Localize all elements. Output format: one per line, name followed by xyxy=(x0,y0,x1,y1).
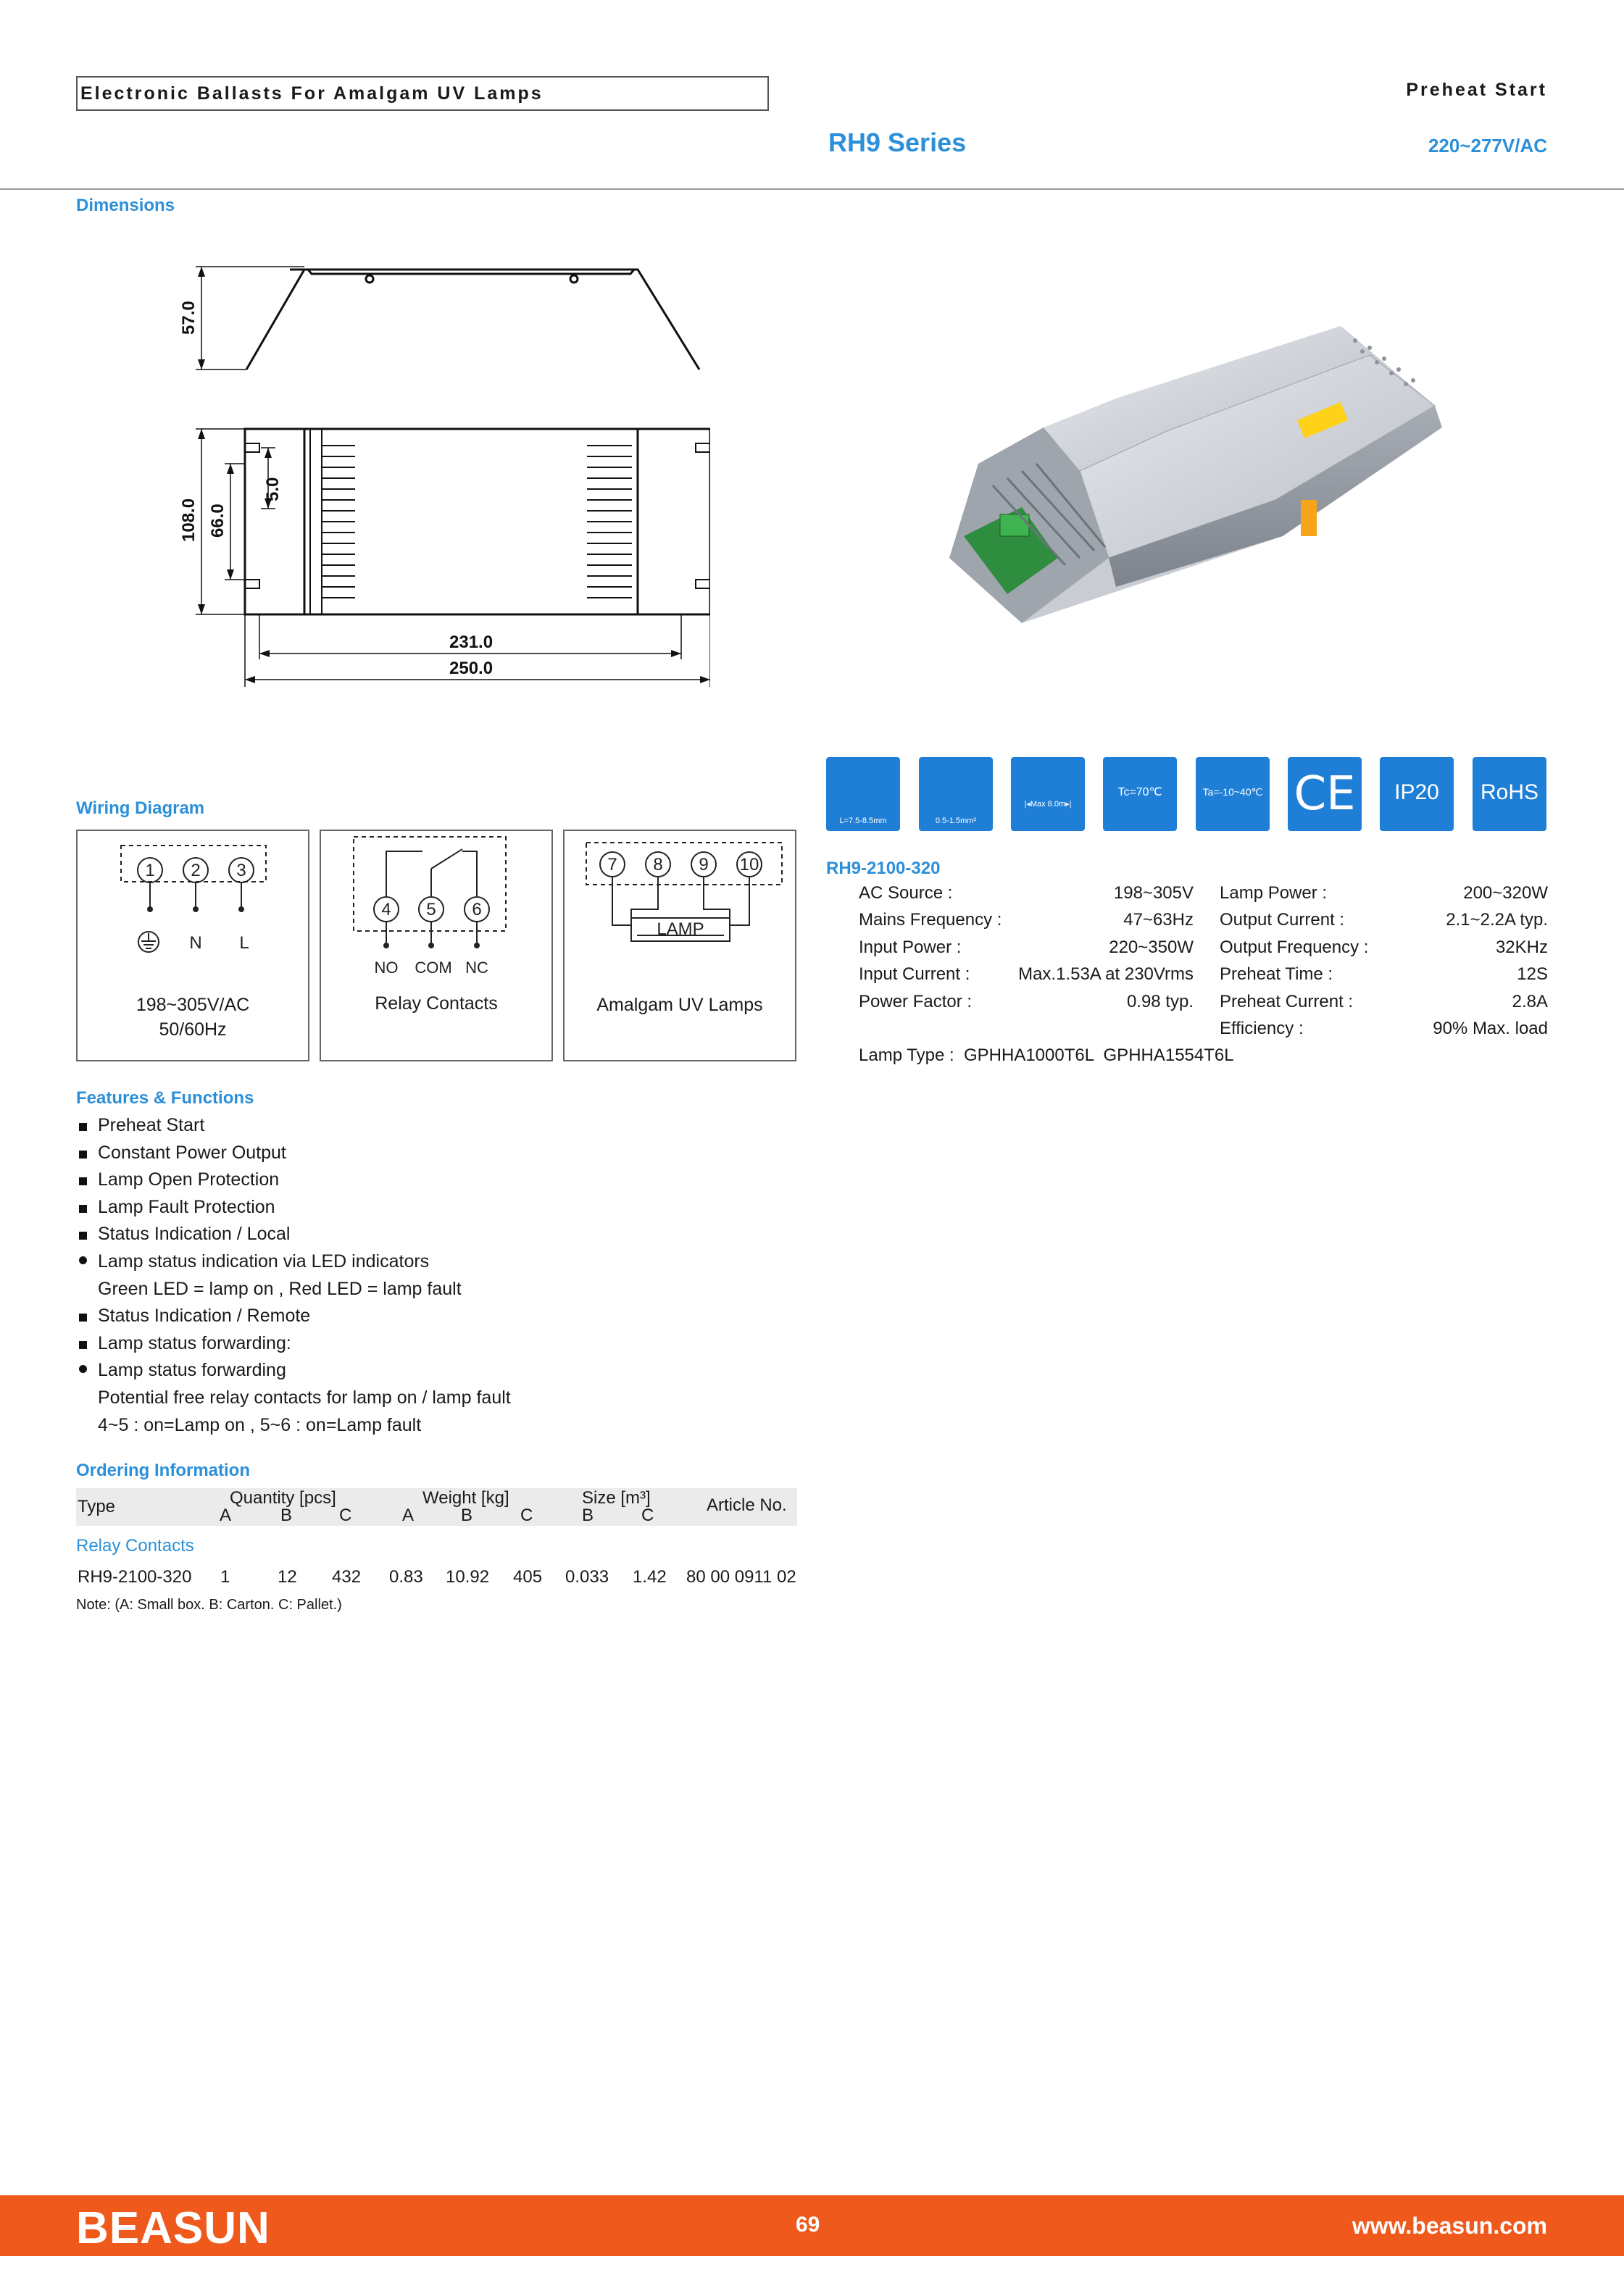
col-qty-c: C xyxy=(339,1506,352,1525)
website-link[interactable]: www.beasun.com xyxy=(1352,2213,1547,2239)
spec-value: 90% Max. load xyxy=(1433,1019,1548,1039)
spec-key: Output Frequency : xyxy=(1220,937,1369,957)
ground-icon xyxy=(138,932,159,952)
spec-value: 198~305V xyxy=(1113,882,1194,903)
spec-value: Max.1.53A at 230Vrms xyxy=(1018,964,1194,985)
label-n: N xyxy=(189,933,202,953)
spec-row xyxy=(1220,961,1548,989)
list-item: Lamp Open Protection xyxy=(76,1166,511,1194)
cell-article: 80 00 0911 02 xyxy=(686,1567,796,1587)
spec-value: 47~63Hz xyxy=(1123,910,1194,930)
col-size: Size [m³] xyxy=(582,1488,651,1508)
spec-key: Preheat Time : xyxy=(1220,964,1333,985)
spec-row xyxy=(1220,1016,1548,1043)
cell-qty-c: 432 xyxy=(332,1567,362,1587)
dim-slot: 5.0 xyxy=(263,477,283,501)
spec-value: 32KHz xyxy=(1495,937,1548,957)
col-quantity: Quantity [pcs] xyxy=(230,1488,336,1508)
ordering-group: Relay Contacts xyxy=(76,1536,194,1556)
col-weight-b: B xyxy=(461,1506,473,1525)
list-item: Green LED = lamp on , Red LED = lamp fault xyxy=(98,1278,462,1299)
ambient-temp-icon: Ta=-10~40℃ xyxy=(1196,757,1270,831)
cell-size-c: 1.42 xyxy=(633,1567,667,1587)
terminal-1: 1 xyxy=(145,861,155,880)
label-l: L xyxy=(239,933,249,953)
spec-row xyxy=(1220,880,1548,907)
terminal-10: 10 xyxy=(739,855,759,874)
list-item: Potential free relay contacts for lamp on / lamp fault xyxy=(98,1387,511,1408)
terminal-3: 3 xyxy=(236,861,246,880)
col-weight: Weight [kg] xyxy=(422,1488,509,1508)
lamp-type: Lamp Type : GPHHA1000T6L GPHHA1554T6L xyxy=(859,1045,1234,1065)
table-row xyxy=(76,1567,797,1589)
spec-value: 200~320W xyxy=(1463,882,1548,903)
list-item: Constant Power Output xyxy=(76,1140,511,1167)
spec-value: 220~350W xyxy=(1109,937,1194,957)
terminal-4: 4 xyxy=(381,900,391,919)
list-item: Status Indication / Local xyxy=(76,1221,511,1248)
spec-key: AC Source : xyxy=(859,882,953,903)
spec-row xyxy=(859,880,1194,907)
list-item: 4~5 : on=Lamp on , 5~6 : on=Lamp fault xyxy=(98,1414,422,1435)
label-com: COM xyxy=(415,959,452,977)
cell-weight-b: 10.92 xyxy=(446,1567,490,1587)
spec-row xyxy=(859,961,1194,989)
strip-length-icon: L=7.5-8.5mm xyxy=(826,757,900,831)
spec-table-left xyxy=(859,880,1194,1016)
spec-key: Power Factor : xyxy=(859,991,973,1011)
cell-qty-a: 1 xyxy=(220,1567,230,1587)
cell-size-b: 0.033 xyxy=(565,1567,609,1587)
spec-key: Input Current : xyxy=(859,964,970,985)
col-article: Article No. xyxy=(707,1495,787,1515)
list-item: Status Indication / Remote xyxy=(76,1303,511,1330)
col-weight-a: A xyxy=(402,1506,415,1525)
terminal-7: 7 xyxy=(607,855,617,874)
product-photo xyxy=(935,319,1471,638)
series-title: RH9 Series xyxy=(828,128,967,157)
spec-key: Mains Frequency : xyxy=(859,910,1002,930)
spec-table-right xyxy=(1220,880,1548,1043)
terminal-2: 2 xyxy=(191,861,201,880)
wiring-box-relay xyxy=(320,830,553,1061)
dim-height: 57.0 xyxy=(179,301,199,335)
list-item: Lamp status forwarding: xyxy=(76,1330,511,1358)
lamp-caption: Amalgam UV Lamps xyxy=(596,995,763,1015)
label-nc: NC xyxy=(465,959,488,977)
dim-width-total: 108.0 xyxy=(179,498,199,542)
header-title-box xyxy=(76,76,769,111)
page-number: 69 xyxy=(796,2213,820,2237)
spec-value: 0.98 typ. xyxy=(1126,991,1194,1011)
cell-type: RH9-2100-320 xyxy=(78,1567,192,1587)
spec-key: Lamp Power : xyxy=(1220,882,1328,903)
mains-caption-2: 50/60Hz xyxy=(159,1019,227,1040)
wire-gauge-icon: 0.5-1.5mm² xyxy=(919,757,993,831)
terminal-8: 8 xyxy=(653,855,663,874)
spec-row xyxy=(1220,934,1548,961)
spec-key: Preheat Current : xyxy=(1220,991,1354,1011)
spec-key: Output Current : xyxy=(1220,910,1345,930)
wiring-box-mains xyxy=(76,830,309,1061)
list-item: Lamp status indication via LED indicators xyxy=(76,1248,511,1276)
max-length-icon: |◂Max 8.0m▸| xyxy=(1011,757,1085,831)
spec-row xyxy=(1220,907,1548,935)
dimension-drawing xyxy=(159,254,710,696)
spec-value: 2.8A xyxy=(1512,991,1548,1011)
model-heading: RH9-2100-320 xyxy=(826,859,941,878)
cell-qty-b: 12 xyxy=(278,1567,297,1587)
list-item: Lamp status forwarding xyxy=(76,1357,511,1385)
cell-weight-c: 405 xyxy=(513,1567,543,1587)
ordering-heading: Ordering Information xyxy=(76,1461,250,1480)
dim-length-total: 250.0 xyxy=(449,659,494,678)
list-item: Lamp Fault Protection xyxy=(76,1194,511,1222)
ip20-icon: IP20 xyxy=(1380,757,1454,831)
dim-width-inner: 66.0 xyxy=(208,504,228,538)
mains-caption-1: 198~305V/AC xyxy=(136,995,250,1015)
case-temp-icon: Tc=70℃ xyxy=(1103,757,1177,831)
features-heading: Features & Functions xyxy=(76,1088,254,1108)
terminal-9: 9 xyxy=(699,855,709,874)
spec-value: 12S xyxy=(1517,964,1548,985)
spec-key: Input Power : xyxy=(859,937,962,957)
label-no: NO xyxy=(374,959,399,977)
col-weight-c: C xyxy=(520,1506,533,1525)
relay-caption: Relay Contacts xyxy=(375,993,498,1014)
spec-row xyxy=(1220,988,1548,1016)
col-size-c: C xyxy=(641,1506,654,1525)
terminal-5: 5 xyxy=(426,900,436,919)
voltage-rating: 220~277V/AC xyxy=(1428,135,1547,156)
spec-row xyxy=(859,988,1194,1016)
spec-key: Efficiency : xyxy=(1220,1019,1304,1039)
list-item: Preheat Start xyxy=(76,1112,511,1140)
header-title: Electronic Ballasts For Amalgam UV Lamps xyxy=(80,83,544,104)
ordering-note: Note: (A: Small box. B: Carton. C: Pallet.) xyxy=(76,1597,342,1613)
dim-length-inner: 231.0 xyxy=(449,633,494,652)
footer-bar xyxy=(0,2195,1624,2256)
wiring-heading: Wiring Diagram xyxy=(76,798,205,818)
terminal-6: 6 xyxy=(472,900,482,919)
features-list xyxy=(76,1112,511,1439)
lamp-label: LAMP xyxy=(657,919,704,939)
cell-weight-a: 0.83 xyxy=(389,1567,423,1587)
col-qty-b: B xyxy=(280,1506,293,1525)
spec-row xyxy=(859,934,1194,961)
header-divider xyxy=(0,188,1624,190)
spec-value: 2.1~2.2A typ. xyxy=(1446,910,1548,930)
col-size-b: B xyxy=(582,1506,594,1525)
dimensions-heading: Dimensions xyxy=(76,196,175,215)
ce-mark-icon: CE xyxy=(1288,757,1362,831)
start-type: Preheat Start xyxy=(1406,80,1547,100)
spec-row xyxy=(859,907,1194,935)
col-qty-a: A xyxy=(220,1506,232,1525)
col-type: Type xyxy=(78,1497,116,1516)
brand-logo: BEASUN xyxy=(76,2203,270,2253)
wiring-box-lamp xyxy=(563,830,796,1061)
rohs-icon: RoHS xyxy=(1473,757,1546,831)
ordering-table-header xyxy=(76,1488,797,1526)
